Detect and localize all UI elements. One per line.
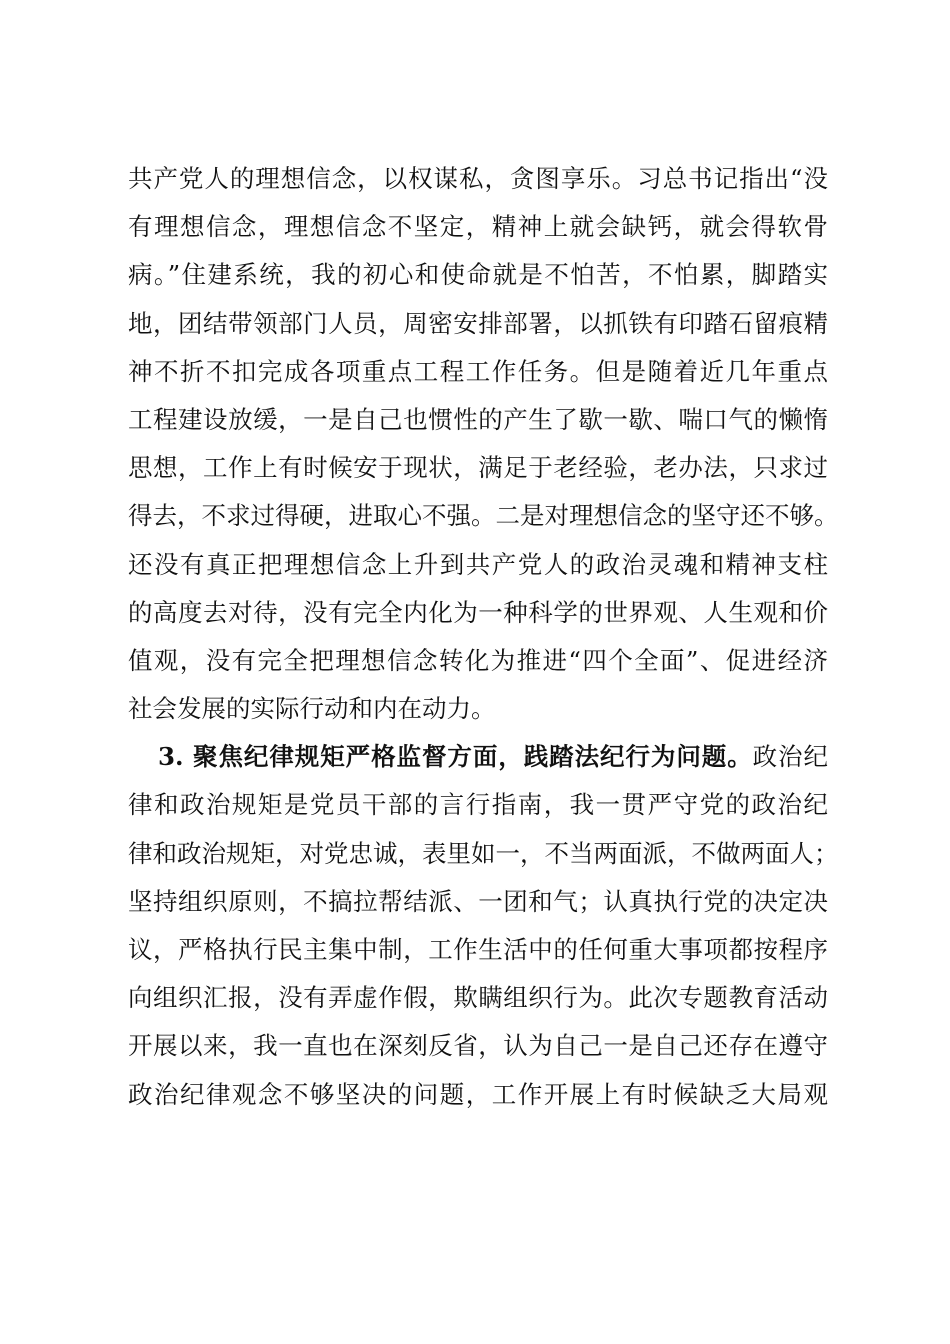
paragraph-ideals (128, 155, 839, 733)
paragraph-line: 议，严格执行民主集中制，工作生活中的任何重大事项都按程序 (128, 935, 828, 964)
paragraph-line: 律和政治规矩是党员干部的言行指南，我一贯严守党的政治纪 (128, 790, 828, 820)
paragraph-line: 政治纪律观念不够坚决的问题，工作开展上有时候缺乏大局观 (128, 1079, 828, 1109)
paragraph-first-line (128, 733, 828, 781)
paragraph-line: 地，团结带领部门人员，周密安排部署，以抓铁有印踏石留痕精 (128, 308, 828, 338)
paragraph-discipline (128, 733, 839, 1119)
paragraph-line: 坚持组织原则，不搞拉帮结派、一团和气；认真执行党的决定决 (128, 886, 828, 916)
paragraph-line: 开展以来，我一直也在深刻反省，认为自己一是自己还存在遵守 (128, 1031, 828, 1061)
paragraph-line: 社会发展的实际行动和内在动力。 (128, 694, 496, 724)
paragraph-line: 向组织汇报，没有弄虚作假，欺瞒组织行为。此次专题教育活动 (128, 983, 828, 1013)
paragraph-line: 的高度去对待，没有完全内化为一种科学的世界观、人生观和价 (128, 597, 828, 627)
paragraph-line: 有理想信念，理想信念不坚定，精神上就会缺钙，就会得软骨 (128, 212, 828, 242)
paragraph-line: 律和政治规矩，对党忠诚，表里如一，不当两面派，不做两面人； (128, 838, 839, 868)
paragraph-line: 工程建设放缓，一是自己也惯性的产生了歇一歇、喘口气的懒惰 (128, 404, 828, 434)
paragraph-line: 还没有真正把理想信念上升到共产党人的政治灵魂和精神支柱 (128, 549, 828, 579)
paragraph-line: 值观，没有完全把理想信念转化为推进“四个全面”、促进经济 (128, 645, 828, 675)
paragraph-line: 得去，不求过得硬，进取心不强。二是对理想信念的坚守还不够。 (128, 501, 839, 531)
section-heading: 3. 聚焦纪律规矩严格监督方面，践踏法纪行为问题。 (158, 742, 753, 772)
paragraph-line: 神不折不扣完成各项重点工程工作任务。但是随着近几年重点 (128, 356, 828, 386)
paragraph-line: 病。”住建系统，我的初心和使命就是不怕苦，不怕累，脚踏实 (128, 260, 828, 290)
paragraph-line: 共产党人的理想信念，以权谋私，贪图享乐。习总书记指出“没 (128, 164, 828, 193)
paragraph-line: 思想，工作上有时候安于现状，满足于老经验，老办法，只求过 (128, 453, 828, 483)
paragraph-line-rest: 政治纪 (752, 742, 828, 772)
document-body (128, 155, 839, 1119)
